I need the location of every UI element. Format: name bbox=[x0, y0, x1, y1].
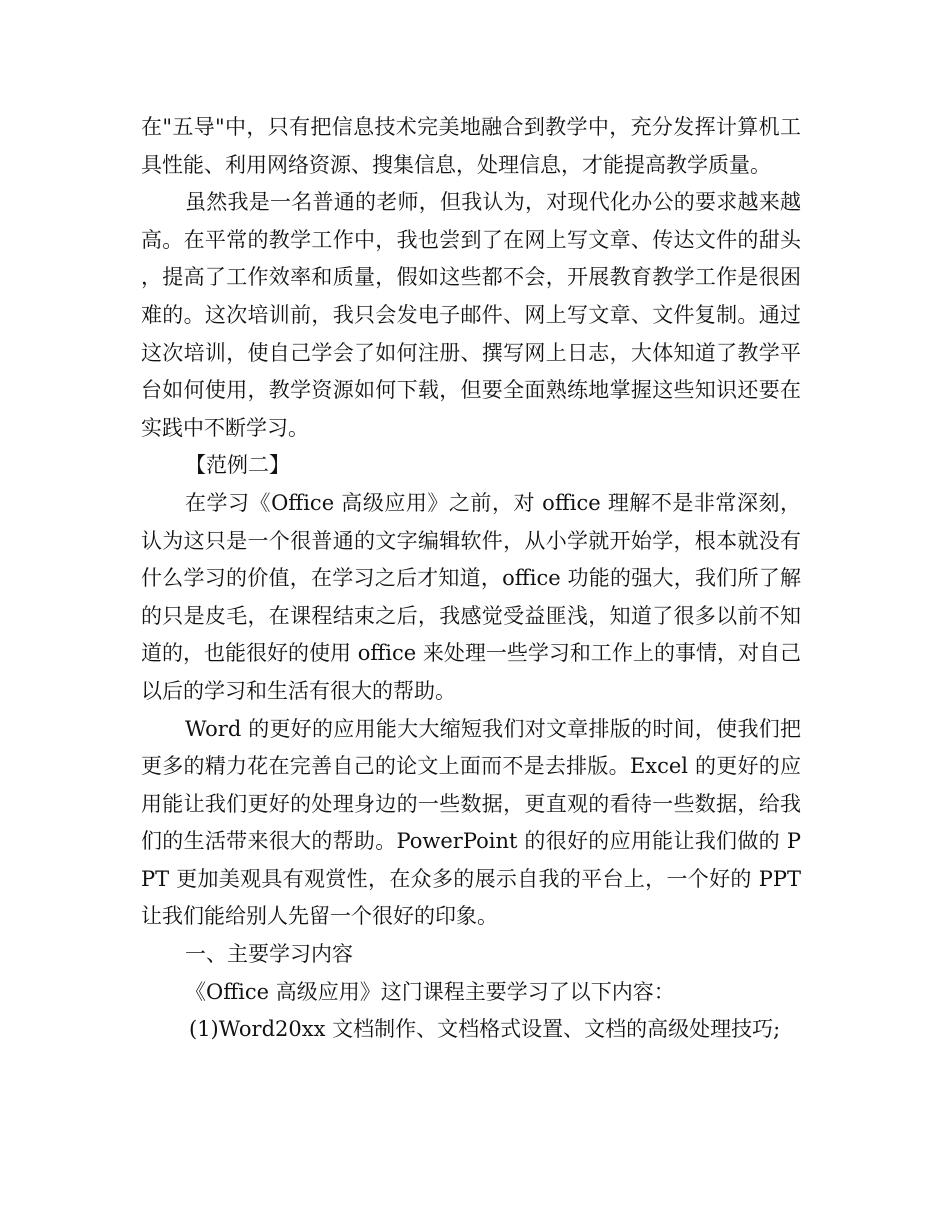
paragraph-2: 虽然我是一名普通的老师，但我认为，对现代化办公的要求越来越高。在平常的教学工作中，我也尝到了在网上写文章、传达文件的甜头，提高了工作效率和质量，假如这些都不会，开展教育教学工作是很困难的。这次培训前，我只会发电子邮件、网上写文章、文件复制。通过这次培训，使自己学会了如何注册、撰写网上日志，大体知道了教学平台如何使用，教学资源如何下载，但要全面熟练地掌握这些知识还要在实践中不断学习。 bbox=[141, 190, 801, 440]
paragraph-5: 《Office 高级应用》这门课程主要学习了以下内容： bbox=[185, 979, 675, 1004]
document-body bbox=[141, 109, 801, 1049]
section-heading-main-content: 一、主要学习内容 bbox=[185, 942, 353, 967]
section-heading-example-two: 【范例二】 bbox=[185, 453, 290, 478]
paragraph-1: 在"五导"中，只有把信息技术完美地融合到教学中，充分发挥计算机工具性能、利用网络资源、搜集信息，处理信息，才能提高教学质量。 bbox=[141, 115, 801, 177]
paragraph-4: Word 的更好的应用能大大缩短我们对文章排版的时间，使我们把更多的精力花在完善自己的论文上面而不是去排版。Excel 的更好的应用能让我们更好的处理身边的一些数据，更直观的看待一些数据，给我们的生活带来很大的帮助。PowerPoint 的很好的应用能让我们做的 PPT 更加美观具有观赏性，在众多的展示自我的平台上，一个好的 PPT 让我们能给别人先留一个很好的印象。 bbox=[141, 716, 801, 929]
paragraph-3: 在学习《Office 高级应用》之前，对 office 理解不是非常深刻，认为这只是一个很普通的文字编辑软件，从小学就开始学，根本就没有什么学习的价值，在学习之后才知道，office 功能的强大，我们所了解的只是皮毛，在课程结束之后，我感觉受益匪浅，知道了很多以前不知道的，也能很好的使用 office 来处理一些学习和工作上的事情，对自己以后的学习和生活有很大的帮助。 bbox=[141, 490, 801, 703]
list-item-1: (1)Word20xx 文档制作、文档格式设置、文档的高级处理技巧; bbox=[189, 1017, 781, 1042]
